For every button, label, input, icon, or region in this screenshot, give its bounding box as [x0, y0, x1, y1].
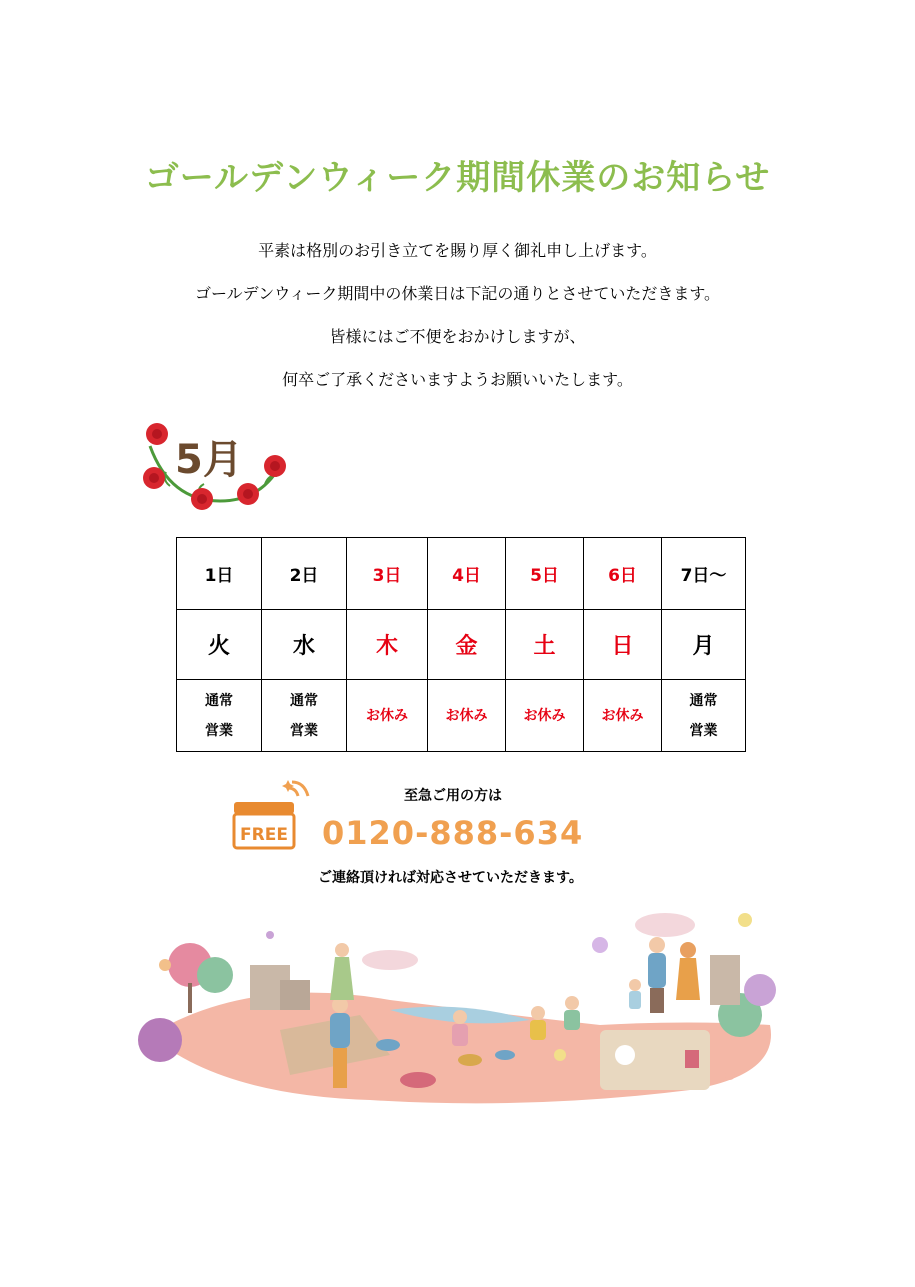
date-cell: 6日 [584, 538, 662, 610]
intro-line: 平素は格別のお引き立てを賜り厚く御礼申し上げます。 [258, 241, 657, 260]
intro-line: ゴールデンウィーク期間中の休業日は下記の通りとさせていただきます。 [194, 284, 721, 303]
free-label: FREE [240, 825, 288, 845]
date-cell: 7日～ [662, 538, 746, 610]
date-cell: 4日 [428, 538, 506, 610]
status-cell: お休み [428, 680, 506, 752]
holiday-schedule-table [176, 537, 746, 752]
weekday-cell: 月 [662, 610, 746, 680]
date-cell: 1日 [177, 538, 262, 610]
status-cell [662, 680, 746, 752]
free-dial-icon [232, 780, 316, 852]
weekday-cell: 水 [262, 610, 347, 680]
status-cell: お休み [506, 680, 584, 752]
status-cell: お休み [347, 680, 428, 752]
date-cell: 5日 [506, 538, 584, 610]
status-line: 通常 [205, 692, 233, 709]
status-cell [262, 680, 347, 752]
intro-line: 皆様にはご不便をおかけしますが、 [329, 327, 586, 346]
page-title: ゴールデンウィーク期間休業のお知らせ [144, 158, 771, 198]
weekday-cell: 火 [177, 610, 262, 680]
date-cell: 3日 [347, 538, 428, 610]
intro-text [0, 238, 915, 410]
urgent-label: 至急ご用の方は [404, 788, 502, 804]
status-cell [177, 680, 262, 752]
status-line: 営業 [290, 722, 318, 739]
status-line: 通常 [290, 692, 318, 709]
date-cell: 2日 [262, 538, 347, 610]
table-row-status [177, 680, 746, 752]
weekday-cell: 日 [584, 610, 662, 680]
contact-note: ご連絡頂ければ対応させていただきます。 [318, 870, 583, 886]
status-line: 営業 [689, 722, 718, 739]
status-line: 営業 [205, 722, 233, 739]
month-label: 5月 [175, 437, 243, 483]
weekday-cell: 金 [428, 610, 506, 680]
month-badge [130, 406, 300, 526]
table-row-weekdays [177, 610, 746, 680]
park-family-illustration [130, 905, 790, 1115]
status-line: 通常 [689, 692, 718, 709]
weekday-cell: 土 [506, 610, 584, 680]
intro-line: 何卒ご了承くださいますようお願いいたします。 [282, 370, 633, 389]
phone-number: 0120-888-634 [322, 814, 584, 852]
table-row-dates [177, 538, 746, 610]
status-cell: お休み [584, 680, 662, 752]
weekday-cell: 木 [347, 610, 428, 680]
